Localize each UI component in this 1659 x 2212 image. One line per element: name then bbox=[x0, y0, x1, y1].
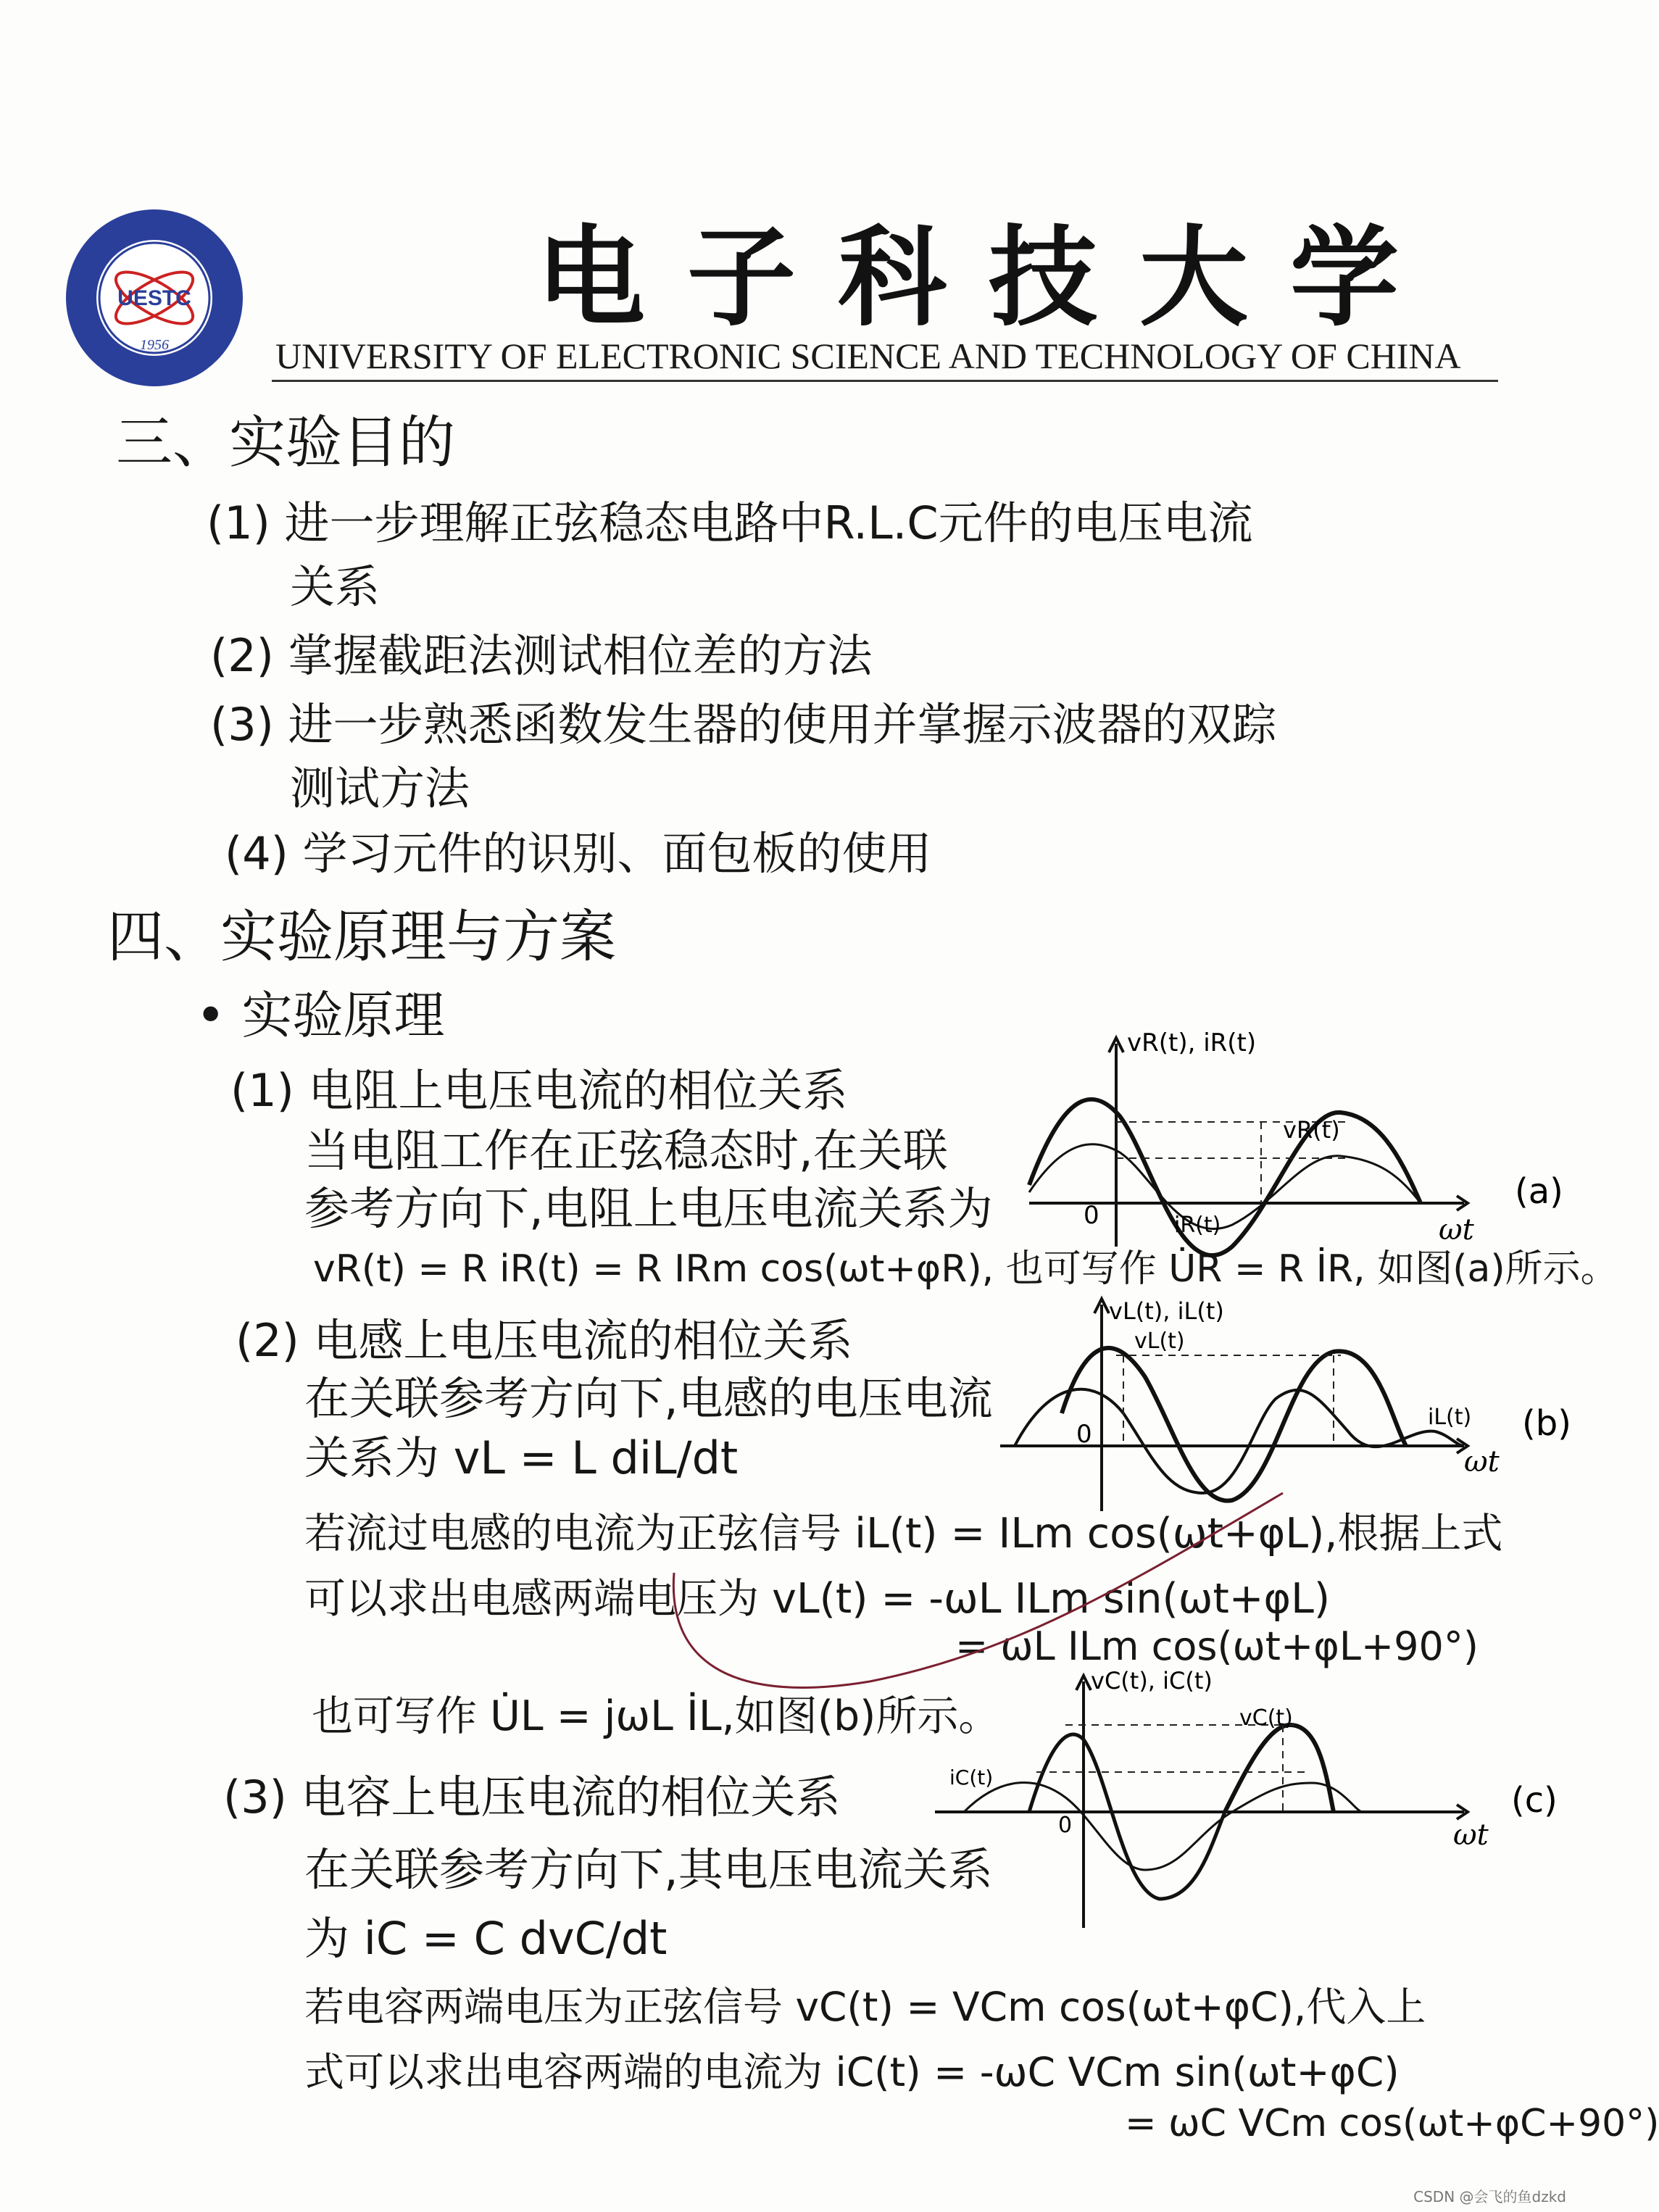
objective-2: (2) 掌握截距法测试相位差的方法 bbox=[210, 629, 873, 682]
inductor-line-5: = ωL ILm cos(ωt+φL+90°) bbox=[955, 1623, 1479, 1669]
graph-c-voltage-lower-curve bbox=[964, 1783, 1363, 1870]
header-divider bbox=[272, 380, 1498, 382]
capacitor-line-1: 在关联参考方向下,其电压电流关系 bbox=[304, 1843, 993, 1896]
graph-c-label: (c) bbox=[1511, 1780, 1558, 1821]
graph-a bbox=[1015, 1029, 1579, 1254]
university-title-en: UNIVERSITY OF ELECTRONIC SCIENCE AND TECHNOLOGY OF CHINA bbox=[275, 336, 1461, 376]
resistor-formula: vR(t) = R iR(t) = R IRm cos(ωt+φR), 也可写作 U̇R = R İR, 如图(a)所示。 bbox=[313, 1247, 1618, 1291]
capacitor-line-2: 为 iC = C dvC/dt bbox=[304, 1912, 668, 1965]
graph-c-curve1-label: vC(t) bbox=[1239, 1705, 1293, 1731]
watermark: CSDN @会飞的鱼dzkd bbox=[1413, 2188, 1566, 2205]
inductor-line-4: 可以求出电感两端电压为 vL(t) = -ωL ILm sin(ωt+φL) bbox=[304, 1575, 1331, 1623]
university-logo bbox=[64, 207, 245, 388]
resistor-heading: (1) 电阻上电压电流的相位关系 bbox=[230, 1064, 848, 1117]
graph-c-voltage-curve bbox=[1225, 1725, 1334, 1812]
resistor-line-1: 当电阻工作在正弦稳态时,在关联 bbox=[304, 1124, 948, 1177]
graph-a-voltage-curve bbox=[1029, 1099, 1421, 1255]
capacitor-line-4: 式可以求出电容两端的电流为 iC(t) = -ωC VCm sin(ωt+φC) bbox=[304, 2049, 1400, 2095]
graph-b-curve2-label: iL(t) bbox=[1428, 1405, 1472, 1430]
graph-b-y-label: vL(t), iL(t) bbox=[1109, 1297, 1224, 1325]
graph-c-x-label: ωt bbox=[1453, 1818, 1489, 1852]
inductor-line-3: 若流过电感的电流为正弦信号 iL(t) = ILm cos(ωt+φL),根据上式 bbox=[304, 1510, 1503, 1558]
objective-3: (3) 进一步熟悉函数发生器的使用并掌握示波器的双踪 bbox=[210, 698, 1277, 751]
inductor-line-2: 关系为 vL = L diL/dt bbox=[304, 1431, 739, 1484]
inductor-line-1: 在关联参考方向下,电感的电压电流 bbox=[304, 1372, 993, 1425]
graph-c-curve2-label: iC(t) bbox=[949, 1766, 994, 1789]
university-title-cn: 电子科技大学 bbox=[536, 214, 1442, 341]
graph-b-origin: 0 bbox=[1076, 1420, 1092, 1449]
graph-a-label: (a) bbox=[1515, 1171, 1563, 1212]
graph-b-curve1-label: vL(t) bbox=[1134, 1329, 1185, 1354]
resistor-line-2: 参考方向下,电阻上电压电流关系为 bbox=[304, 1182, 993, 1235]
objective-1-cont: 关系 bbox=[290, 560, 381, 613]
capacitor-heading: (3) 电容上电压电流的相位关系 bbox=[223, 1771, 841, 1824]
objective-3-cont: 测试方法 bbox=[290, 762, 470, 815]
graph-b-x-label: ωt bbox=[1464, 1445, 1500, 1479]
section3-title: 三、实验目的 bbox=[116, 410, 456, 475]
graph-c-y-label: vC(t), iC(t) bbox=[1091, 1667, 1213, 1695]
graph-a-x-label: ωt bbox=[1439, 1213, 1474, 1247]
capacitor-line-3: 若电容两端电压为正弦信号 vC(t) = VCm cos(ωt+φC),代入上 bbox=[304, 1984, 1426, 2030]
inductor-heading: (2) 电感上电压电流的相位关系 bbox=[236, 1314, 853, 1367]
graph-a-y-label: vR(t), iR(t) bbox=[1127, 1028, 1257, 1057]
graph-a-curve1-label: vR(t) bbox=[1283, 1116, 1340, 1144]
logo-year: 1956 bbox=[140, 337, 169, 353]
objective-4: (4) 学习元件的识别、面包板的使用 bbox=[225, 827, 932, 880]
section4-title: 四、实验原理与方案 bbox=[107, 905, 617, 970]
graph-c-origin: 0 bbox=[1058, 1813, 1073, 1838]
section4-subtitle: • 实验原理 bbox=[196, 986, 445, 1045]
graph-b-label: (b) bbox=[1522, 1403, 1571, 1444]
graph-c bbox=[920, 1667, 1579, 1928]
graph-a-origin: 0 bbox=[1084, 1201, 1099, 1230]
graph-a-curve2-label: iR(t) bbox=[1174, 1213, 1221, 1238]
capacitor-line-5: = ωC VCm cos(ωt+φC+90°) bbox=[1125, 2102, 1659, 2145]
logo-text: UESTC bbox=[117, 286, 191, 310]
objective-1: (1) 进一步理解正弦稳态电路中R.L.C元件的电压电流 bbox=[207, 496, 1253, 549]
inductor-line-6: 也可写作 U̇L = jωL İL,如图(b)所示。 bbox=[312, 1692, 1000, 1740]
